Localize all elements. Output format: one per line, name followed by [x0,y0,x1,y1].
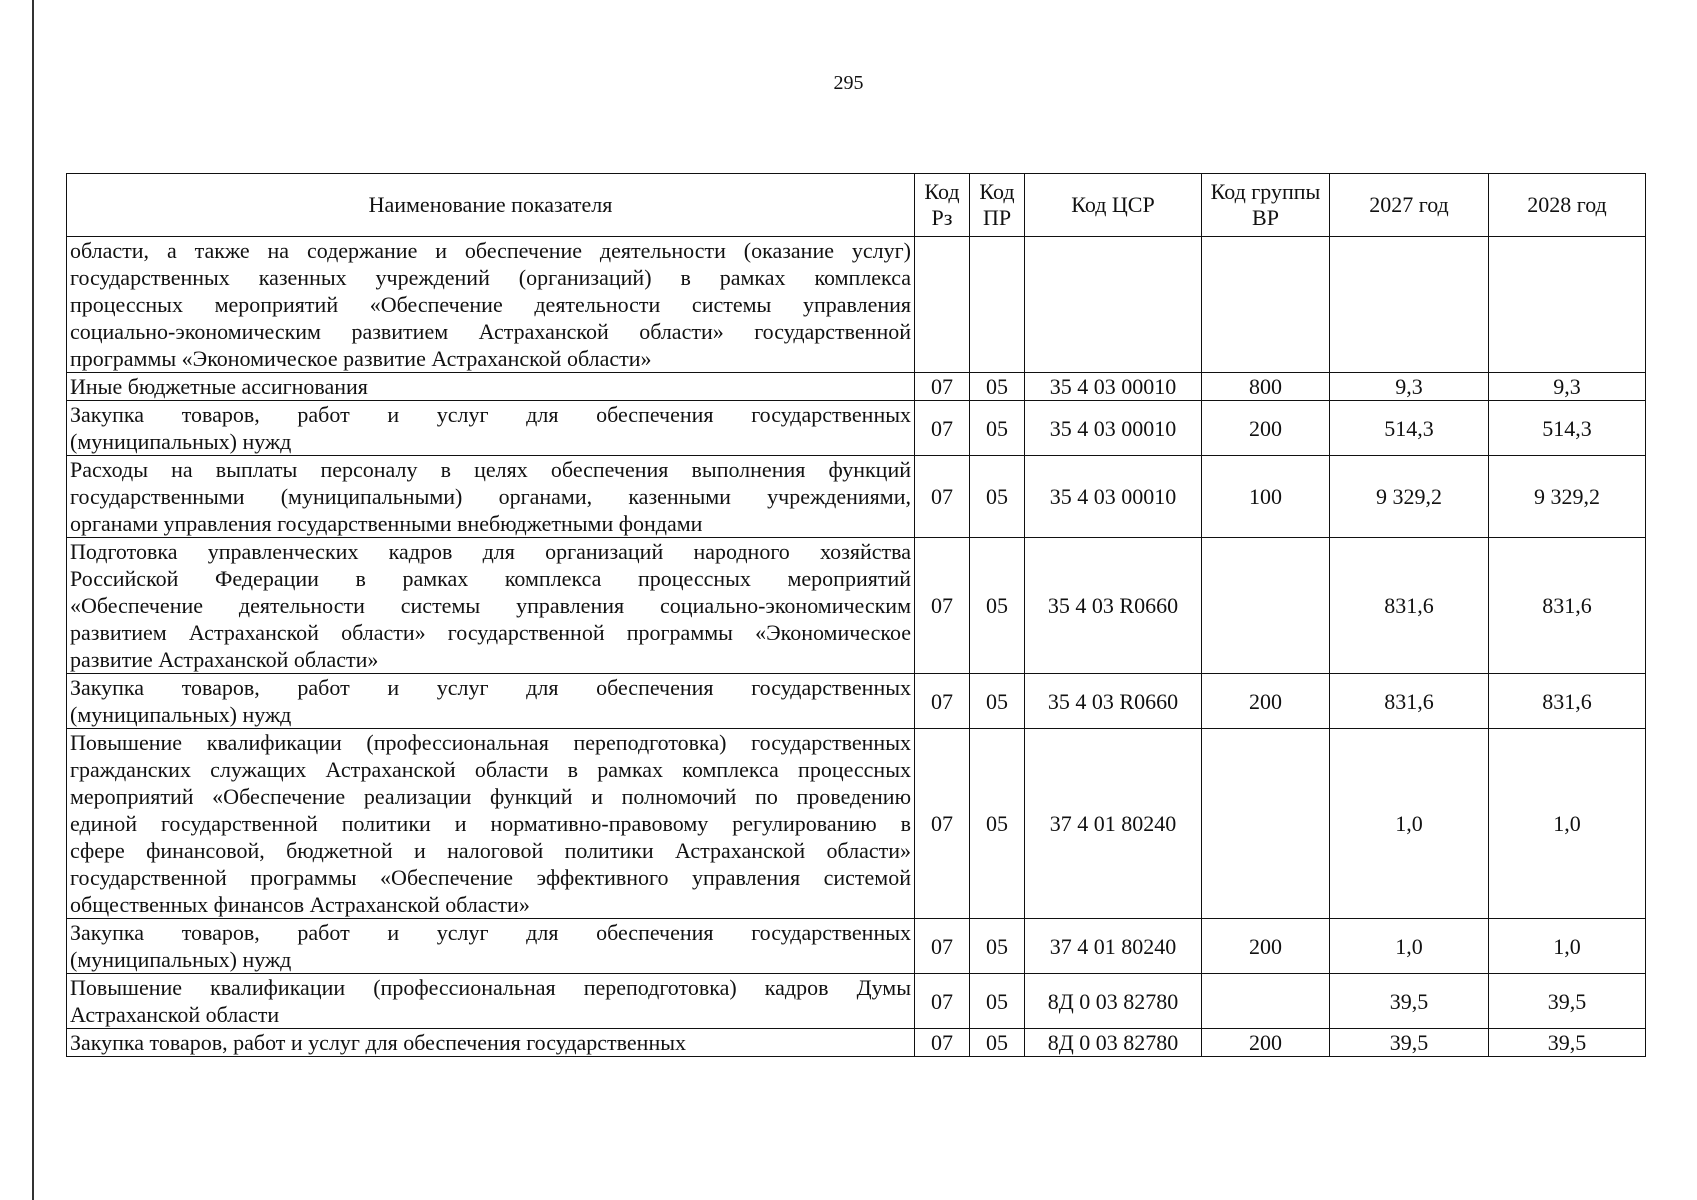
cell-csr: 37 4 01 80240 [1025,919,1202,974]
cell-2027: 39,5 [1330,1029,1489,1057]
cell-rz: 07 [915,1029,970,1057]
cell-2027: 9,3 [1330,373,1489,401]
cell-indicator-name [67,237,915,373]
cell-pr: 05 [970,974,1025,1029]
cell-indicator-name [67,729,915,919]
budget-table [66,173,1646,1057]
cell-vr: 200 [1202,674,1330,729]
page-number: 295 [833,72,864,94]
table-row [67,401,1646,456]
indicator-name-line: Повышение квалификации (профессиональная переподготовка) государственных [70,730,911,755]
header-vr: Код группы ВР [1202,174,1330,237]
cell-2027: 9 329,2 [1330,456,1489,538]
cell-2028 [1489,237,1646,373]
header-name: Наименование показателя [67,174,915,237]
table-row [67,974,1646,1029]
cell-indicator-name [67,373,915,401]
cell-pr: 05 [970,729,1025,919]
indicator-name-line: Закупка товаров, работ и услуг для обеспечения государственных [70,1030,687,1055]
cell-2027: 39,5 [1330,974,1489,1029]
cell-rz: 07 [915,729,970,919]
header-csr: Код ЦСР [1025,174,1202,237]
table-row [67,729,1646,919]
cell-vr [1202,974,1330,1029]
cell-indicator-name [67,538,915,674]
indicator-name-line: (муниципальных) нужд [70,429,292,454]
cell-2027 [1330,237,1489,373]
cell-vr: 800 [1202,373,1330,401]
page-margin-line [32,0,34,1200]
cell-csr: 35 4 03 00010 [1025,373,1202,401]
indicator-name-line: государственной программы «Обеспечение эффективного управления системой [70,865,911,890]
indicator-name-line: развитие Астраханской области» [70,647,379,672]
indicator-name-line: Расходы на выплаты персоналу в целях обеспечения выполнения функций [70,457,911,482]
cell-vr: 200 [1202,401,1330,456]
cell-rz: 07 [915,401,970,456]
cell-pr: 05 [970,919,1025,974]
cell-indicator-name [67,974,915,1029]
indicator-name-line: Российской Федерации в рамках комплекса процессных мероприятий [70,566,911,591]
header-pr: Код ПР [970,174,1025,237]
indicator-name-line: программы «Экономическое развитие Астраханской области» [70,346,652,371]
indicator-name-line: «Обеспечение деятельности системы управления социально-экономическим [70,593,911,618]
header-2028: 2028 год [1489,174,1646,237]
table-body [67,237,1646,1057]
cell-2028: 9,3 [1489,373,1646,401]
cell-indicator-name [67,401,915,456]
table-row [67,456,1646,538]
table-row [67,674,1646,729]
cell-csr [1025,237,1202,373]
indicator-name-line: общественных финансов Астраханской области» [70,892,530,917]
cell-rz: 07 [915,674,970,729]
cell-vr [1202,237,1330,373]
indicator-name-line: развитием Астраханской области» государственной программы «Экономическое [70,620,911,645]
indicator-name-line: Закупка товаров, работ и услуг для обеспечения государственных [70,675,911,700]
indicator-name-line: Подготовка управленческих кадров для организаций народного хозяйства [70,539,911,564]
indicator-name-line: государственными (муниципальными) органами, казенными учреждениями, [70,484,911,509]
cell-csr: 35 4 03 R0660 [1025,674,1202,729]
table-row [67,1029,1646,1057]
cell-rz: 07 [915,974,970,1029]
cell-pr: 05 [970,373,1025,401]
cell-pr: 05 [970,538,1025,674]
indicator-name-line: процессных мероприятий «Обеспечение деятельности системы управления [70,292,911,317]
cell-2027: 1,0 [1330,729,1489,919]
indicator-name-line: (муниципальных) нужд [70,702,292,727]
cell-csr: 35 4 03 R0660 [1025,538,1202,674]
cell-vr: 200 [1202,1029,1330,1057]
table-row [67,919,1646,974]
table-row [67,237,1646,373]
cell-indicator-name [67,919,915,974]
cell-2028: 1,0 [1489,729,1646,919]
cell-csr: 8Д 0 03 82780 [1025,974,1202,1029]
cell-2028: 39,5 [1489,974,1646,1029]
cell-2028: 831,6 [1489,674,1646,729]
cell-pr: 05 [970,674,1025,729]
table-row [67,538,1646,674]
indicator-name-line: социально-экономическим развитием Астраханской области» государственной [70,319,911,344]
cell-indicator-name [67,674,915,729]
cell-vr: 100 [1202,456,1330,538]
cell-csr: 37 4 01 80240 [1025,729,1202,919]
indicator-name-line: (муниципальных) нужд [70,947,292,972]
cell-vr [1202,729,1330,919]
indicator-name-line: сфере финансовой, бюджетной и налоговой политики Астраханской области» [70,838,911,863]
cell-2027: 1,0 [1330,919,1489,974]
header-rz: Код Рз [915,174,970,237]
indicator-name-line: государственных казенных учреждений (организаций) в рамках комплекса [70,265,911,290]
indicator-name-line: Повышение квалификации (профессиональная переподготовка) кадров Думы [70,975,911,1000]
cell-vr [1202,538,1330,674]
cell-pr: 05 [970,401,1025,456]
cell-2028: 1,0 [1489,919,1646,974]
indicator-name-line: органами управления государственными внебюджетными фондами [70,511,703,536]
indicator-name-line: мероприятий «Обеспечение реализации функций и полномочий по проведению [70,784,911,809]
cell-pr: 05 [970,1029,1025,1057]
cell-2027: 831,6 [1330,674,1489,729]
cell-indicator-name [67,1029,915,1057]
indicator-name-line: единой государственной политики и нормативно-правовому регулированию в [70,811,911,836]
cell-csr: 35 4 03 00010 [1025,401,1202,456]
cell-rz: 07 [915,538,970,674]
cell-2028: 514,3 [1489,401,1646,456]
header-2027: 2027 год [1330,174,1489,237]
cell-csr: 35 4 03 00010 [1025,456,1202,538]
cell-indicator-name [67,456,915,538]
indicator-name-line: Иные бюджетные ассигнования [70,374,368,399]
cell-rz: 07 [915,919,970,974]
cell-2028: 831,6 [1489,538,1646,674]
cell-rz [915,237,970,373]
cell-2027: 831,6 [1330,538,1489,674]
cell-2028: 39,5 [1489,1029,1646,1057]
indicator-name-line: Закупка товаров, работ и услуг для обеспечения государственных [70,920,911,945]
table-header-row [67,174,1646,237]
cell-vr: 200 [1202,919,1330,974]
cell-csr: 8Д 0 03 82780 [1025,1029,1202,1057]
cell-2027: 514,3 [1330,401,1489,456]
indicator-name-line: гражданских служащих Астраханской области в рамках комплекса процессных [70,757,911,782]
cell-rz: 07 [915,373,970,401]
indicator-name-line: области, а также на содержание и обеспечение деятельности (оказание услуг) [70,238,911,263]
indicator-name-line: Закупка товаров, работ и услуг для обеспечения государственных [70,402,911,427]
indicator-name-line: Астраханской области [70,1002,280,1027]
table-row [67,373,1646,401]
cell-pr [970,237,1025,373]
cell-2028: 9 329,2 [1489,456,1646,538]
cell-rz: 07 [915,456,970,538]
cell-pr: 05 [970,456,1025,538]
